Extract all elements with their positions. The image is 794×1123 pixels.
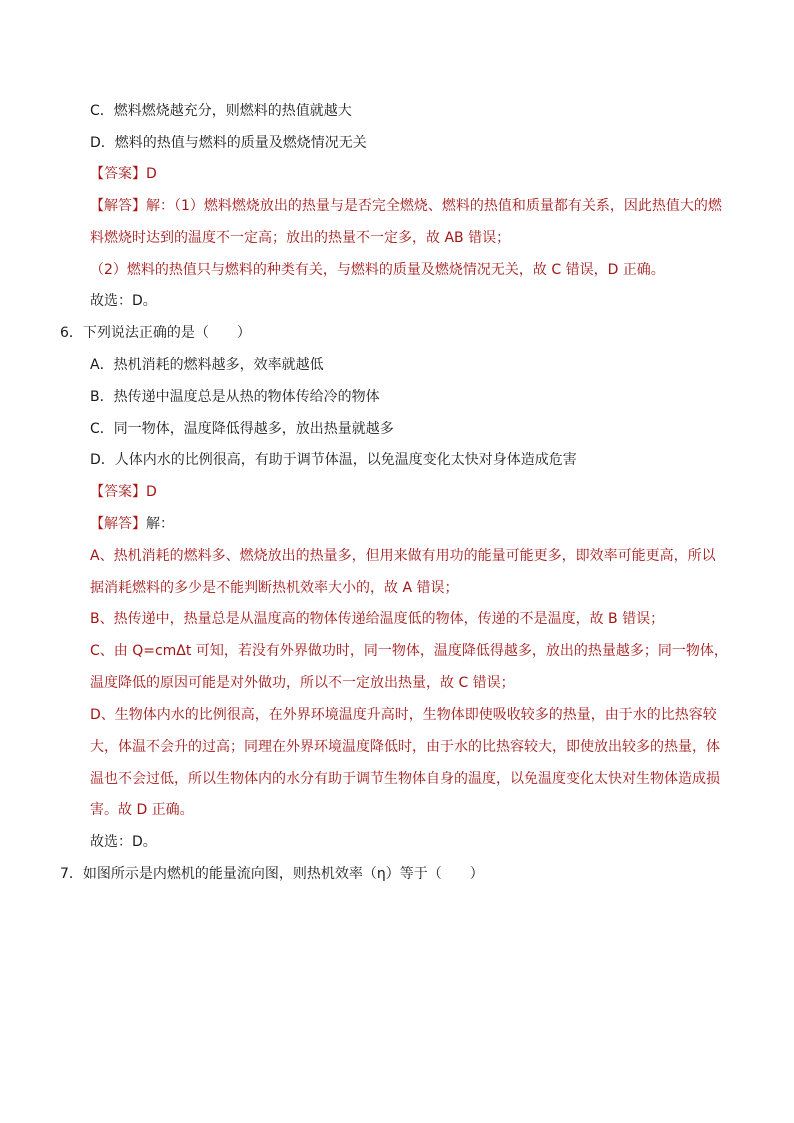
q6-analysis-header [90, 515, 174, 533]
q5-choice: 故选：D。 [90, 293, 157, 309]
q6-analysis-b-line-1: B、热传递中，热量总是从温度高的物体传递给温度低的物体，传递的不是温度，故 B 错误； [90, 611, 665, 627]
answer-tag: 【答案】 [90, 166, 146, 182]
q6-analysis-c-line-2: 温度降低的原因可能是对外做功，所以不一定放出热量，故 C 错误； [90, 675, 515, 691]
q6-option-b: B．热传递中温度总是从热的物体传给冷的物体 [90, 389, 380, 405]
q6-analysis-a-line-1: A、热机消耗的燃料多、燃烧放出的热量多，但用来做有用功的能量可能更多，即效率可能更高，所以 [90, 548, 716, 564]
analysis-tag: 【解答】 [90, 198, 146, 214]
answer-tag: 【答案】 [90, 484, 146, 500]
q6-option-d: D．人体内水的比例很高，有助于调节体温，以免温度变化太快对身体造成危害 [90, 452, 577, 468]
q6-analysis-c-line-1: C、由 Q=cmΔt 可知，若没有外界做功时，同一物体，温度降低得越多，放出的热量越多；同一物体， [90, 643, 728, 659]
q6-option-c: C．同一物体，温度降低得越多，放出热量就越多 [90, 421, 394, 437]
q5-analysis-line-1 [90, 197, 722, 215]
q6-option-a: A．热机消耗的燃料越多，效率就越低 [90, 357, 324, 373]
q6-analysis-d-line-3: 温也不会过低，所以生物体内的水分有助于调节生物体自身的温度，以免温度变化太快对生物体造成损 [90, 771, 720, 787]
q5-analysis-line-2: 料燃烧时达到的温度不一定高；放出的热量不一定多，故 AB 错误； [90, 230, 511, 246]
analysis-intro: 解： [146, 516, 174, 532]
q5-analysis-line-3: （2）燃料的热值只与燃料的种类有关，与燃料的质量及燃烧情况无关，故 C 错误，D 正确。 [90, 262, 665, 278]
q6-analysis-d-line-4: 害。故 D 正确。 [90, 802, 194, 818]
q6-analysis-a-line-2: 据消耗燃料的多少是不能判断热机效率大小的，故 A 错误； [90, 580, 459, 596]
q5-option-c: C．燃料燃烧越充分，则燃料的热值就越大 [90, 103, 352, 119]
q6-choice: 故选：D。 [90, 834, 157, 850]
q7-stem: 7．如图所示是内燃机的能量流向图，则热机效率（η）等于（ ） [60, 866, 484, 882]
answer-value: D [146, 166, 157, 182]
q6-analysis-d-line-1: D、生物体内水的比例很高，在外界环境温度升高时，生物体即使吸收较多的热量，由于水的比热容较 [90, 707, 717, 723]
q6-answer [90, 483, 157, 501]
q5-option-d: D．燃料的热值与燃料的质量及燃烧情况无关 [90, 135, 367, 151]
q6-stem: 6．下列说法正确的是（ ） [60, 325, 251, 341]
analysis-tag: 【解答】 [90, 516, 146, 532]
answer-value: D [146, 484, 157, 500]
analysis-text: 解：（1）燃料燃烧放出的热量与是否完全燃烧、燃料的热值和质量都有关系，因此热值大的燃 [146, 198, 722, 214]
q5-answer [90, 165, 157, 183]
q6-analysis-d-line-2: 大，体温不会升的过高；同理在外界环境温度降低时，由于水的比热容较大，即使放出较多的热量，体 [90, 739, 720, 755]
